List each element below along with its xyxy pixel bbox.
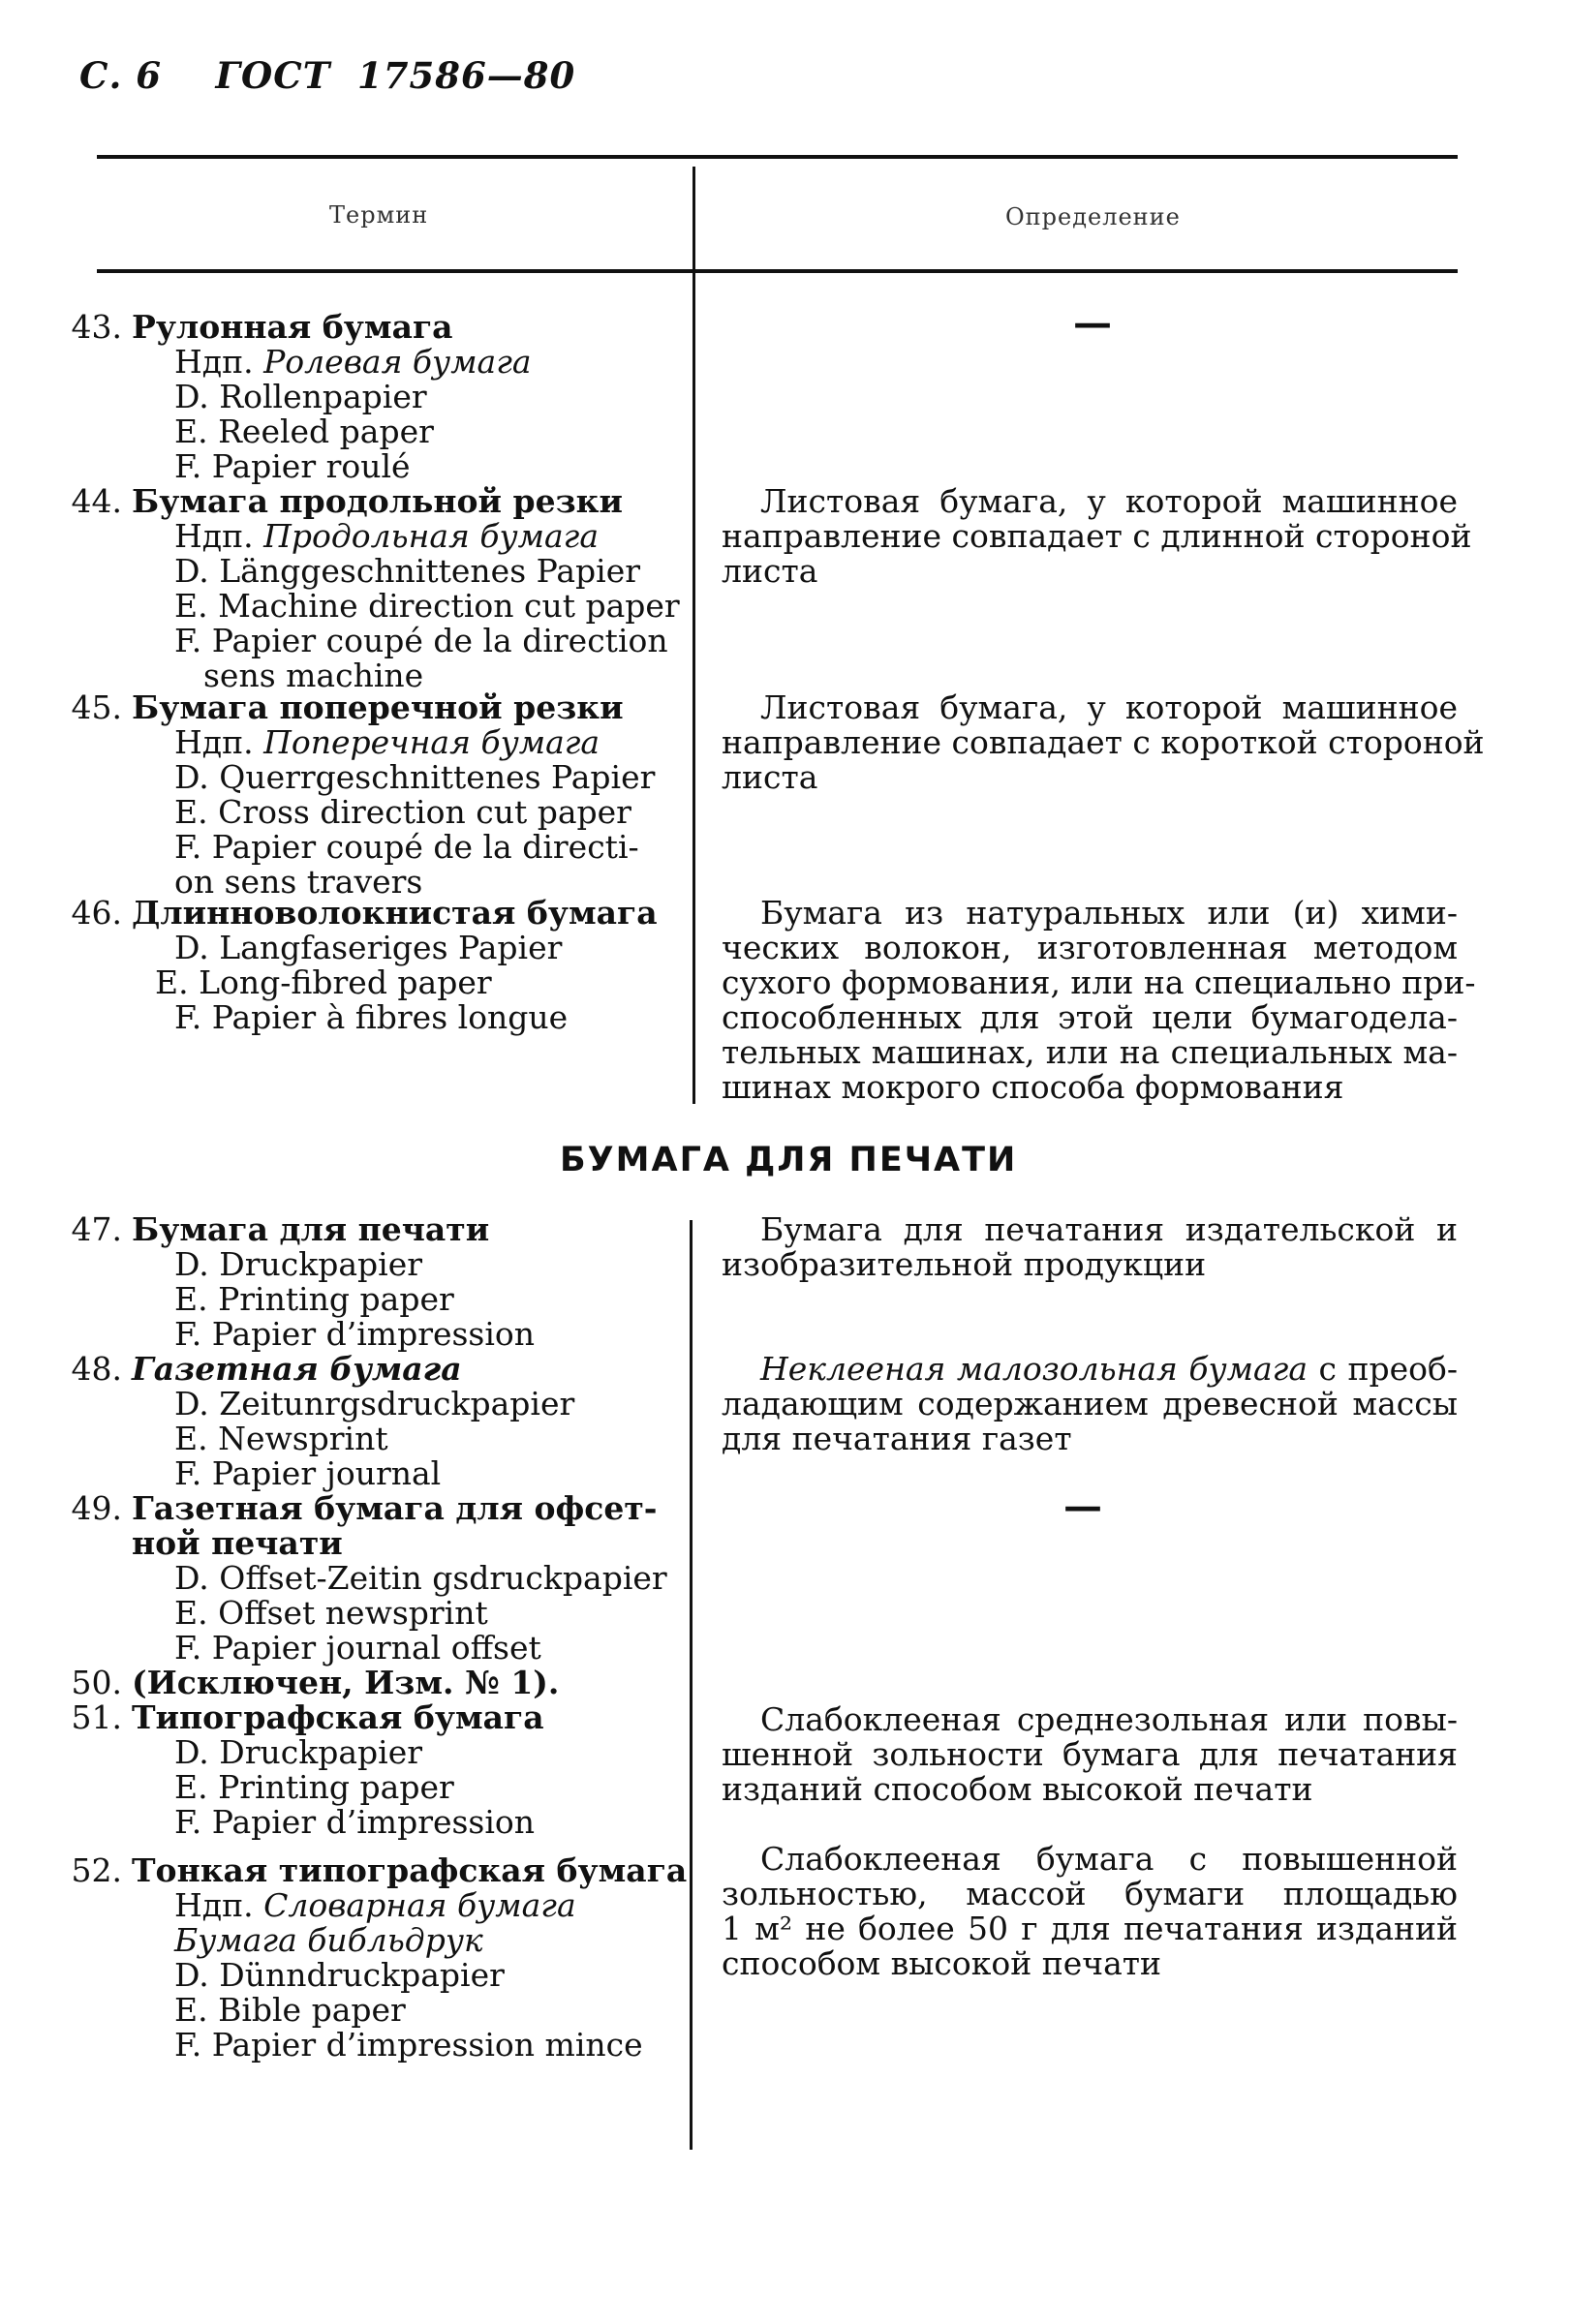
term-fr: F. Papier journal offset <box>174 1629 541 1667</box>
term-de: D. Querrgeschnittenes Papier <box>174 758 656 796</box>
entry-43-term <box>58 310 532 484</box>
definition-line: шенной зольности бумага для печатания <box>722 1735 1458 1773</box>
definition-line: Слабоклееная среднезольная или повы- <box>760 1700 1458 1738</box>
entry-48-term <box>58 1352 574 1491</box>
section-title: БУМАГА ДЛЯ ПЕЧАТИ <box>560 1141 1018 1179</box>
term-de: D. Rollenpapier <box>174 378 427 415</box>
definition-line: ческих волокон, изготовленная методом <box>722 929 1458 966</box>
column-divider-bottom <box>690 1220 693 2150</box>
entry-47-term <box>58 1212 535 1352</box>
term-name: Тонкая типографская бумага <box>132 1851 688 1889</box>
column-header-definition: Определение <box>1005 203 1181 230</box>
deprecated-term: Продольная бумага <box>263 517 600 555</box>
standard-code: ГОСТ 17586—80 <box>215 54 576 97</box>
entry-number: 51. <box>71 1698 122 1736</box>
ndp-label: Ндп. <box>174 343 264 381</box>
entry-48-definition <box>722 1352 1458 1456</box>
column-header-term: Термин <box>329 201 429 229</box>
definition-line: листа <box>722 552 818 590</box>
entry-43-definition-dash: — <box>1073 300 1112 346</box>
term-fr: F. Papier d’impression mince <box>174 2026 643 2064</box>
entry-number: 44. <box>71 482 122 520</box>
entry-44-term <box>58 484 680 693</box>
deprecated-term: Бумага библьдрук <box>174 1921 483 1959</box>
entry-number: 48. <box>71 1350 122 1388</box>
term-en: E. Offset newsprint <box>174 1594 488 1632</box>
term-en: E. Bible paper <box>174 1991 406 2029</box>
entry-46-definition <box>722 894 1476 1106</box>
term-en: E. Machine direction cut paper <box>174 587 680 625</box>
entry-52-definition <box>722 1842 1458 1981</box>
deprecated-term: Словарная бумага <box>263 1886 576 1924</box>
term-de: D. Langfaseriges Papier <box>174 929 563 966</box>
term-name: Бумага поперечной резки <box>132 688 624 726</box>
definition-line: листа <box>722 758 818 796</box>
term-en: E. Long-fibred paper <box>155 963 492 1001</box>
definition-line: способленных для этой цели бумагодела- <box>722 998 1458 1036</box>
term-de: D. Länggeschnittenes Papier <box>174 552 640 590</box>
entry-46-term <box>58 896 658 1035</box>
page-header <box>79 54 575 97</box>
entry-44-definition <box>722 482 1472 590</box>
entry-51-definition <box>722 1702 1458 1807</box>
entry-number: 49. <box>71 1489 122 1527</box>
term-fr: F. Papier à fibres longue <box>174 998 569 1036</box>
definition-line: для печатания газет <box>722 1420 1072 1457</box>
term-fr: F. Papier coupé de la direction <box>174 622 668 659</box>
term-de: D. Zeitunrgsdruckpapier <box>174 1385 575 1422</box>
definition-line: Слабоклееная бумага с повышенной <box>760 1840 1458 1878</box>
term-de: D. Druckpapier <box>174 1245 423 1283</box>
entry-number: 43. <box>71 308 122 346</box>
definition-line: зольностью, массой бумаги площадью <box>722 1875 1458 1912</box>
entry-number: 47. <box>71 1210 122 1248</box>
entry-52-term <box>58 1853 687 2063</box>
table-header-rule <box>97 269 1458 273</box>
definition-line: направление совпадает с длинной стороной <box>722 517 1472 555</box>
entry-50-term <box>58 1666 559 1700</box>
term-de: D. Dünndruckpapier <box>174 1956 505 1994</box>
definition-line: 1 м² не более 50 г для печатания изданий <box>722 1910 1458 1947</box>
term-fr: F. Papier coupé de la directi- <box>174 828 639 866</box>
term-name: Бумага для печати <box>132 1210 490 1248</box>
definition-italic-lead: Неклееная малозольная бумага <box>760 1350 1308 1388</box>
definition-line: тельных машинах, или на специальных ма- <box>722 1033 1458 1071</box>
term-en: E. Reeled paper <box>174 413 434 450</box>
definition-line: способом высокой печати <box>722 1944 1162 1982</box>
definition-line: ладающим содержанием древесной массы <box>722 1385 1458 1422</box>
term-fr: F. Papier d’impression <box>174 1315 536 1353</box>
definition-line: Листовая бумага, у которой машинное <box>760 688 1458 726</box>
entry-49-term <box>58 1491 667 1666</box>
term-fr-cont: on sens travers <box>174 863 423 901</box>
term-de: D. Druckpapier <box>174 1733 423 1771</box>
entry-45-term <box>58 690 655 900</box>
definition-line: изобразительной продукции <box>722 1245 1207 1283</box>
term-en: E. Printing paper <box>174 1768 454 1806</box>
entry-number: 45. <box>71 688 122 726</box>
term-en: E. Newsprint <box>174 1420 388 1457</box>
term-name: Газетная бумага <box>132 1350 462 1388</box>
term-name-cont: ной печати <box>132 1524 343 1562</box>
term-name: Длинноволокнистая бумага <box>132 894 658 932</box>
entry-number: 52. <box>71 1851 122 1889</box>
deprecated-term: Поперечная бумага <box>263 723 600 761</box>
term-fr: F. Papier journal <box>174 1454 442 1492</box>
definition-line: изданий способом высокой печати <box>722 1770 1313 1808</box>
term-fr-cont: sens machine <box>203 657 424 694</box>
entry-51-term <box>58 1700 544 1840</box>
ndp-label: Ндп. <box>174 1886 264 1924</box>
definition-line: сухого формования, или на специально при- <box>722 963 1476 1001</box>
definition-line: с преоб- <box>1318 1350 1458 1388</box>
term-name: (Исключен, Изм. № 1). <box>132 1664 560 1701</box>
term-name: Рулонная бумага <box>132 308 453 346</box>
table-top-rule <box>97 155 1458 159</box>
definition-line: шинах мокрого способа формования <box>722 1068 1344 1106</box>
term-fr: F. Papier d’impression <box>174 1803 536 1841</box>
ndp-label: Ндп. <box>174 723 264 761</box>
term-name: Газетная бумага для офсет- <box>132 1489 658 1527</box>
term-de: D. Offset-Zeitin gsdruckpapier <box>174 1559 667 1597</box>
entry-45-definition <box>722 688 1485 796</box>
term-name: Бумага продольной резки <box>132 482 623 520</box>
definition-line: Бумага для печатания издательской и <box>760 1210 1458 1248</box>
term-fr: F. Papier roulé <box>174 447 411 485</box>
definition-line: направление совпадает с короткой стороной <box>722 723 1485 761</box>
deprecated-term: Ролевая бумага <box>263 343 532 381</box>
term-name: Типографская бумага <box>132 1698 544 1736</box>
column-divider-top <box>693 167 695 1104</box>
entry-number: 50. <box>71 1664 122 1701</box>
term-en: E. Cross direction cut paper <box>174 793 631 831</box>
definition-line: Бумага из натуральных или (и) хими- <box>760 894 1458 932</box>
ndp-label: Ндп. <box>174 517 264 555</box>
entry-number: 46. <box>71 894 122 932</box>
term-en: E. Printing paper <box>174 1280 454 1318</box>
entry-47-definition <box>722 1212 1458 1282</box>
entry-49-definition-dash: — <box>1063 1483 1102 1529</box>
definition-line: Листовая бумага, у которой машинное <box>760 482 1458 520</box>
page-number: С. 6 <box>79 54 162 97</box>
